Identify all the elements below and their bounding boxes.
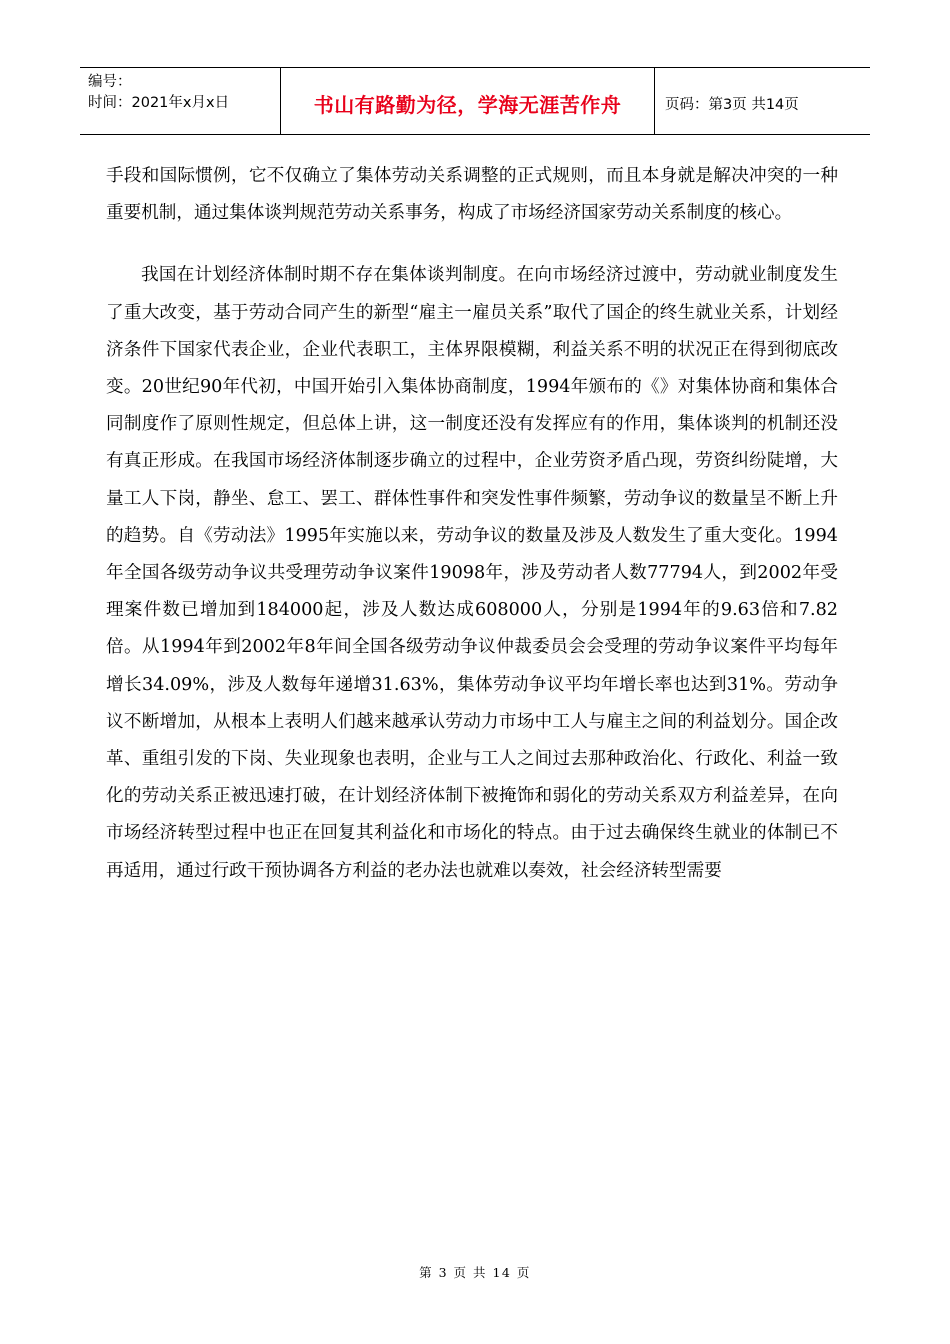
header-meta (80, 68, 281, 134)
page-footer: 第 3 页 共 14 页 (419, 1265, 531, 1280)
header-page-info: 页码：第3页 共14页 (665, 96, 799, 113)
document-body (106, 158, 838, 890)
body-paragraph: 我国在计划经济体制时期不存在集体谈判制度。在向市场经济过渡中，劳动就业制度发生了重大改变，基于劳动合同产生的新型“雇主一雇员关系”取代了国企的终生就业关系，计划经济条件下国家代表企业，企业代表职工，主体界限模糊，利益关系不明的状况正在得到彻底改变。20世纪90年代初，中国开始引入集体协商制度，1994年颁布的《》对集体协商和集体合同制度作了原则性规定，但总体上讲，这一制度还没有发挥应有的作用，集体谈判的机制还没有真正形成。在我国市场经济体制逐步确立的过程中，企业劳资矛盾凸现，劳资纠纷陡增，大量工人下岗，静坐、怠工、罢工、群体性事件和突发性事件频繁，劳动争议的数量呈不断上升的趋势。自《劳动法》1995年实施以来，劳动争议的数量及涉及人数发生了重大变化。1994年全国各级劳动争议共受理劳动争议案件19098年，涉及劳动者人数77794人，到2002年受理案件数已增加到184000起，涉及人数达成608000人，分别是1994年的9.63倍和7.82倍。从1994年到2002年8年间全国各级劳动争议仲裁委员会会受理的劳动争议案件平均每年增长34.09%，涉及人数每年递增31.63%，集体劳动争议平均年增长率也达到31%。劳动争议不断增加，从根本上表明人们越来越承认劳动力市场中工人与雇主之间的利益划分。国企改革、重组引发的下岗、失业现象也表明，企业与工人之间过去那种政治化、行政化、利益一致化的劳动关系正被迅速打破，在计划经济体制下被掩饰和弱化的劳动关系双方利益差异，在向市场经济转型过程中也正在回复其利益化和市场化的特点。由于过去确保终生就业的体制已不再适用，通过行政干预协调各方利益的老办法也就难以奏效，社会经济转型需要 (106, 265, 838, 881)
page-header (80, 67, 870, 135)
document-date-label: 时间：2021年x月x日 (88, 95, 230, 111)
body-paragraph: 手段和国际惯例，它不仅确立了集体劳动关系调整的正式规则，而且本身就是解决冲突的一种重要机制，通过集体谈判规范劳动关系事务，构成了市场经济国家劳动关系制度的核心。 (106, 166, 838, 224)
document-number-label: 编号： (88, 74, 132, 90)
header-motto: 书山有路勤为径，学海无涯苦作舟 (281, 68, 655, 134)
